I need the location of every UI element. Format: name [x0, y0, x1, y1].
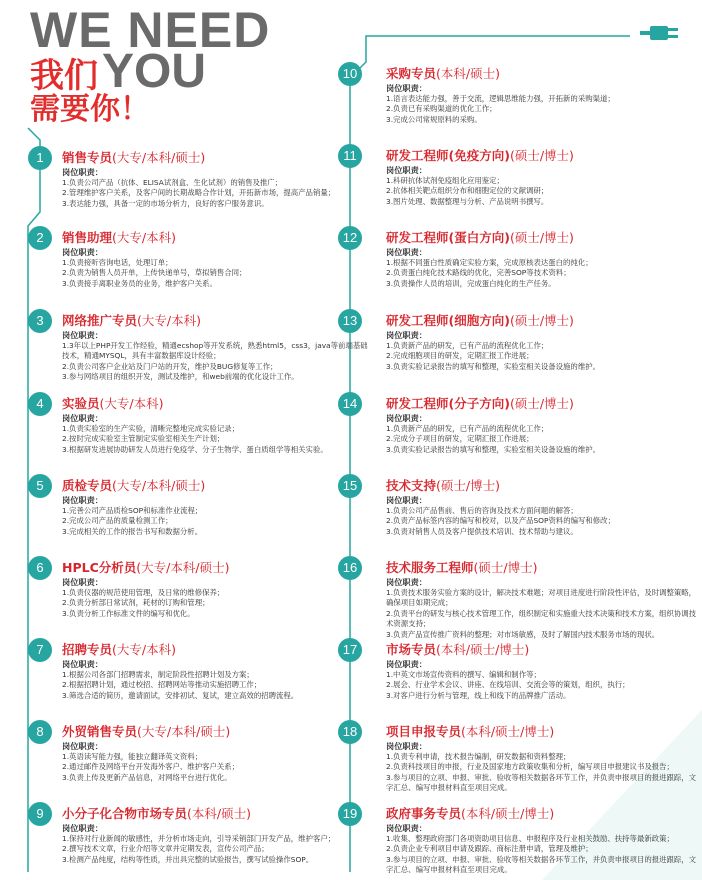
duty-item: 3.负责上传及更新产品信息，对网络平台进行优化。 — [62, 772, 232, 782]
duty-item: 1.英语读写能力强，能独立翻译英文资料； — [62, 752, 203, 761]
job-title: HPLC分析员 — [62, 560, 137, 575]
job-degree: (本科/硕士) — [187, 806, 251, 821]
job-title-line — [62, 478, 372, 494]
duty-label: 岗位职责： — [386, 577, 427, 587]
job-title-line — [386, 396, 698, 412]
duty-label: 岗位职责： — [386, 495, 427, 505]
duty-item: 1.负责专利申请，技术报告编制，研发数据和资料整理； — [386, 752, 571, 761]
duty-item: 1.完善公司产品质检SOP和标准作业流程； — [62, 506, 203, 515]
duty-item: 3.负责实验记录报告的填写和整理，实验室相关设备设施的维护。 — [386, 361, 600, 371]
duty-label: 岗位职责： — [62, 741, 103, 751]
duty-label: 岗位职责： — [62, 659, 103, 669]
duty-item: 3.参与项目的立项、申报、审批、验收等相关数据各环节工作，并负责申报项目的报进跟踪，文字汇总、编写申报材料直至项目完成。 — [386, 854, 697, 875]
job-degree: (硕士/博士) — [473, 560, 538, 575]
duty-label: 岗位职责： — [386, 659, 427, 669]
duty-label: 岗位职责： — [386, 823, 427, 833]
job-title: 政府事务专员 — [386, 806, 462, 821]
duty-item: 1.3年以上PHP开发工作经验，精通ecshop等开发系统，熟悉html5，css3，java等前端基础技术，精通MYSQL，具有丰富数据库设计经验； — [62, 341, 368, 361]
duty-item: 3.对客户进行分析与管理，线上和线下的品牌推广活动。 — [386, 690, 571, 700]
duty-item: 1.根据不同蛋白性质确定实验方案，完成原核表达蛋白的纯化； — [386, 258, 593, 267]
duty-label: 岗位职责： — [386, 83, 427, 93]
job-degree: (大专/本科/硕士) — [112, 478, 206, 493]
duty-item: 2.通过邮件及网络平台开发海外客户、维护客户关系； — [62, 762, 240, 772]
job-degree: (大专/本科) — [137, 313, 201, 328]
job-title-line — [386, 806, 698, 822]
job-entry — [342, 806, 698, 876]
duty-item: 1.负责新产品的研发，已有产品的流程优化工作； — [386, 424, 549, 433]
job-entry — [343, 148, 698, 207]
duty-item: 3.表达能力强，具备一定的市场分析力，良好的客户服务意识。 — [62, 198, 269, 208]
duty-item: 3.完成相关的工作的报告书写和数据分析。 — [62, 526, 203, 536]
job-title-line — [62, 806, 372, 822]
duty-item: 1.语言表达能力强，善于交流，逻辑思维能力强，开拓新的采购渠道； — [386, 94, 615, 103]
duty-item: 3.负责接手离职业务员的业务，维护客户关系。 — [62, 278, 217, 288]
job-title: 实验员 — [62, 396, 100, 411]
job-degree: (大专/本科/硕士) — [136, 560, 230, 575]
duty-item: 1.负责仪器的规范使用管理，及日常的维修保养； — [62, 588, 225, 597]
job-title-line — [62, 560, 372, 576]
duty-label: 岗位职责： — [386, 247, 427, 257]
job-entry — [36, 724, 372, 783]
job-title-line — [62, 642, 372, 658]
job-degree: (硕士/博士) — [509, 230, 574, 245]
duty-item: 1.保持对行业新闻的敏感性，并分析市场走向，引导采销部门开发产品，维护客户； — [62, 834, 336, 843]
job-title: 采购专员 — [386, 66, 437, 81]
duty-label: 岗位职责： — [62, 413, 103, 423]
job-title-line — [386, 724, 698, 740]
job-number-badge: 8 — [28, 720, 52, 744]
job-entry — [342, 560, 698, 640]
duty-item: 2.完成分子项目的研发，定期汇报工作进展； — [386, 434, 534, 444]
job-number-badge: 6 — [28, 556, 52, 580]
duty-item: 1.中英文市场宣传资料的撰写、编辑和制作等； — [386, 670, 541, 679]
job-degree: (硕士/博士) — [509, 313, 574, 328]
job-entry — [342, 230, 698, 289]
headline-you: YOU — [102, 45, 207, 98]
job-title-line — [386, 478, 698, 494]
job-entry — [36, 560, 372, 619]
duty-item: 2.管理维护客户关系，及客户间的长期战略合作计划，开拓新市场，提高产品销量； — [62, 188, 336, 198]
job-entry — [36, 230, 372, 289]
duty-item: 3.参与项目的立项、申报、审批、验收等相关数据各环节工作，并负责申报项目的报进跟踪，文字汇总、编写申报材料直至项目完成。 — [386, 772, 697, 793]
job-title-line — [62, 150, 372, 166]
duty-item: 2.撰写技术文章，行业介绍等文章并定期发表，宣传公司产品； — [62, 844, 269, 854]
headline-xuyaoni: 需要你！ — [30, 92, 150, 127]
job-entry — [36, 806, 372, 865]
job-degree: (本科/硕士/博士) — [461, 724, 555, 739]
job-number-badge: 1 — [28, 146, 52, 170]
job-entry — [342, 66, 698, 125]
job-number-badge: 17 — [338, 638, 362, 662]
job-degree: (大专/本科) — [112, 230, 176, 245]
job-number-badge: 11 — [338, 144, 362, 168]
job-title: 质检专员 — [62, 478, 113, 493]
duty-item: 2.负责企业专利项目申请及跟踪、商标注册申请，管理及维护； — [386, 844, 593, 854]
job-title-line — [62, 230, 372, 246]
duty-item: 2.完成细胞项目的研发，定期汇报工作进展； — [386, 351, 534, 361]
duty-label: 岗位职责： — [62, 247, 103, 257]
job-title-line — [386, 313, 698, 329]
duty-label: 岗位职责： — [62, 167, 103, 177]
job-title: 销售专员 — [62, 150, 113, 165]
job-degree: (大专/本科/硕士) — [112, 150, 206, 165]
duty-item: 1.根据公司各部门招聘需求，制定阶段性招聘计划及方案； — [62, 670, 254, 679]
duty-item: 1.负责实验室的生产实验，清晰完整地完成实验记录； — [62, 424, 240, 433]
job-title: 市场专员 — [386, 642, 437, 657]
duty-item: 3.参与网络项目的组织开发，测试及维护，和web前端的优化设计工作。 — [62, 372, 299, 382]
job-title: 研发工程师(分子方向) — [386, 396, 510, 411]
job-degree: (硕士/博士) — [436, 478, 500, 493]
job-number-badge: 14 — [338, 392, 362, 416]
job-number-badge: 3 — [28, 309, 52, 333]
job-title: 销售助理 — [62, 230, 113, 245]
duty-item: 2.抗体相关靶点组织分布和细胞定位的文献调研； — [386, 186, 549, 196]
duty-item: 1.负责技术服务实验方案的设计，解决技术难题；对项目进度进行阶段性评估，及时调整策略，确保项目如期完成； — [386, 588, 697, 608]
job-degree: (本科/硕士/博士) — [436, 642, 530, 657]
duty-item: 2.负责蛋白纯化技术路线的优化，完善SOP等技术资料； — [386, 268, 571, 278]
job-title: 技术支持 — [386, 478, 437, 493]
left-timeline-line — [28, 160, 40, 872]
job-title: 招聘专员 — [62, 642, 113, 657]
duty-item: 2.负责产品标签内容的编写和校对，以及产品SOP资料的编写和修改； — [386, 516, 615, 526]
job-number-badge: 7 — [28, 638, 52, 662]
job-degree: (硕士/博士) — [509, 396, 574, 411]
job-number-badge: 19 — [338, 802, 362, 826]
duty-item: 3.图片处理、数据整理与分析、产品说明书撰写。 — [386, 196, 549, 206]
job-number-badge: 10 — [338, 62, 362, 86]
job-degree: (本科/硕士/博士) — [461, 806, 555, 821]
job-entry — [36, 313, 372, 383]
job-title-line — [62, 724, 372, 740]
job-entry — [342, 642, 698, 701]
duty-item: 3.负责操作人员的培训，完成蛋白纯化的生产任务。 — [386, 278, 556, 288]
job-number-badge: 2 — [28, 226, 52, 250]
job-title-line — [62, 313, 372, 329]
duty-item: 3.负责分析工作标准文件的编写和优化。 — [62, 608, 195, 618]
job-entry — [342, 478, 698, 537]
job-title-line — [386, 560, 698, 576]
duty-item: 2.展会、行业学术会议、讲座、在线培训、交流会等的策划，组织，执行； — [386, 680, 630, 690]
duty-label: 岗位职责： — [386, 165, 427, 175]
duty-item: 2.负责分析部日常试剂，耗材的订购和管理； — [62, 598, 210, 608]
job-title-line — [386, 66, 698, 82]
duty-item: 2.根据招聘计划，通过校招、招聘网站等推动实施招聘工作； — [62, 680, 262, 690]
job-number-badge: 18 — [338, 720, 362, 744]
job-title-line — [386, 642, 698, 658]
duty-item: 2.按时完成实验室主管制定实验室相关生产计划； — [62, 434, 225, 444]
job-number-badge: 13 — [338, 309, 362, 333]
duty-item: 1.负责公司产品售前、售后的咨询及技术方面问题的解答； — [386, 506, 578, 515]
job-entry — [342, 396, 698, 455]
job-title: 研发工程师(免疫方向) — [386, 148, 510, 163]
job-number-badge: 16 — [338, 556, 362, 580]
duty-label: 岗位职责： — [62, 823, 103, 833]
headline-women: 我们 — [30, 56, 98, 96]
duty-label: 岗位职责： — [386, 741, 427, 751]
duty-item: 3.负责产品宣传推广资料的整理；对市场敏感，及时了解国内技术服务市场的现状。 — [386, 629, 660, 639]
duty-item: 1.科研抗体试剂免疫组化应用鉴定； — [386, 176, 504, 185]
plug-icon — [636, 18, 686, 48]
job-degree: (硕士/博士) — [509, 148, 574, 163]
duty-label: 岗位职责： — [62, 330, 103, 340]
duty-item: 2.负责平台的研发与核心技术管理工作，组织制定和实施重大技术决策和技术方案，组织协调技术资源支持； — [386, 608, 697, 629]
job-degree: (本科/硕士) — [436, 66, 500, 81]
duty-item: 2.负责公司客户企业站及门户站的开发，维护及BUG修复等工作； — [62, 361, 278, 371]
job-number-badge: 12 — [338, 226, 362, 250]
duty-item: 1.收集、整理政府部门各项资助项目信息、申报程序及行业相关鼓励、扶持等最新政策； — [386, 834, 674, 843]
duty-item: 2.完成公司产品的质量检测工作； — [62, 516, 173, 526]
job-title: 网络推广专员 — [62, 313, 138, 328]
job-entry — [36, 150, 372, 209]
job-number-badge: 9 — [28, 802, 52, 826]
duty-item: 1.负责新产品的研发，已有产品的流程优化工作； — [386, 341, 549, 350]
duty-label: 岗位职责： — [62, 577, 103, 587]
job-entry — [36, 396, 372, 455]
job-title-line — [62, 396, 372, 412]
duty-item: 3.检测产品纯度，结构等性质，并出具完整的试验报告，撰写试验操作SOP。 — [62, 854, 314, 864]
job-degree: (大专/本科/硕士) — [137, 724, 231, 739]
duty-label: 岗位职责： — [386, 413, 427, 423]
headline-we-need: WE NEED — [30, 2, 271, 58]
job-entry — [36, 642, 372, 701]
duty-item: 1.负责公司产品（抗体、ELISA试剂盒、生化试剂）的销售及推广； — [62, 178, 283, 187]
job-title: 小分子化合物市场专员 — [62, 806, 188, 821]
duty-item: 2.负责科技项目的申报，行业及国家地方政策收集和分析，编写项目申报建议书及报告； — [386, 762, 674, 772]
job-title: 研发工程师(蛋白方向) — [386, 230, 510, 245]
job-degree: (大专/本科) — [112, 642, 176, 657]
job-title: 项目申报专员 — [386, 724, 462, 739]
job-title-line — [386, 148, 698, 164]
job-entry — [342, 313, 698, 372]
duty-item: 3.完成公司常规原料的采购。 — [386, 114, 482, 124]
duty-item: 3.负责实验记录报告的填写和整理，实验室相关设备设施的维护。 — [386, 444, 600, 454]
job-title: 研发工程师(细胞方向) — [386, 313, 510, 328]
duty-item: 2.负责为销售人员开单，上传快递单号，草拟销售合同； — [62, 268, 247, 278]
job-degree: (大专/本科) — [99, 396, 164, 411]
job-entry — [36, 478, 372, 537]
duty-item: 3.筛选合适的简历，邀请面试，安排初试、复试，建立高效的招聘流程。 — [62, 690, 299, 700]
duty-item: 1.负责接听咨询电话，处理订单； — [62, 258, 173, 267]
duty-label: 岗位职责： — [62, 495, 103, 505]
duty-item: 2.负责已有采购渠道的优化工作； — [386, 104, 497, 114]
job-entry — [342, 724, 698, 794]
job-number-badge: 4 — [28, 392, 52, 416]
job-number-badge: 5 — [28, 474, 52, 498]
duty-item: 3.根据研发进展协助研发人员进行免疫学、分子生物学、蛋白质组学等相关实验。 — [62, 444, 328, 454]
duty-item: 3.负责对销售人员及客户提供技术培训、技术帮助与建议。 — [386, 526, 578, 536]
duty-label: 岗位职责： — [386, 330, 427, 340]
job-title: 外贸销售专员 — [62, 724, 138, 739]
job-title: 技术服务工程师 — [386, 560, 474, 575]
job-title-line — [386, 230, 698, 246]
job-number-badge: 15 — [338, 474, 362, 498]
